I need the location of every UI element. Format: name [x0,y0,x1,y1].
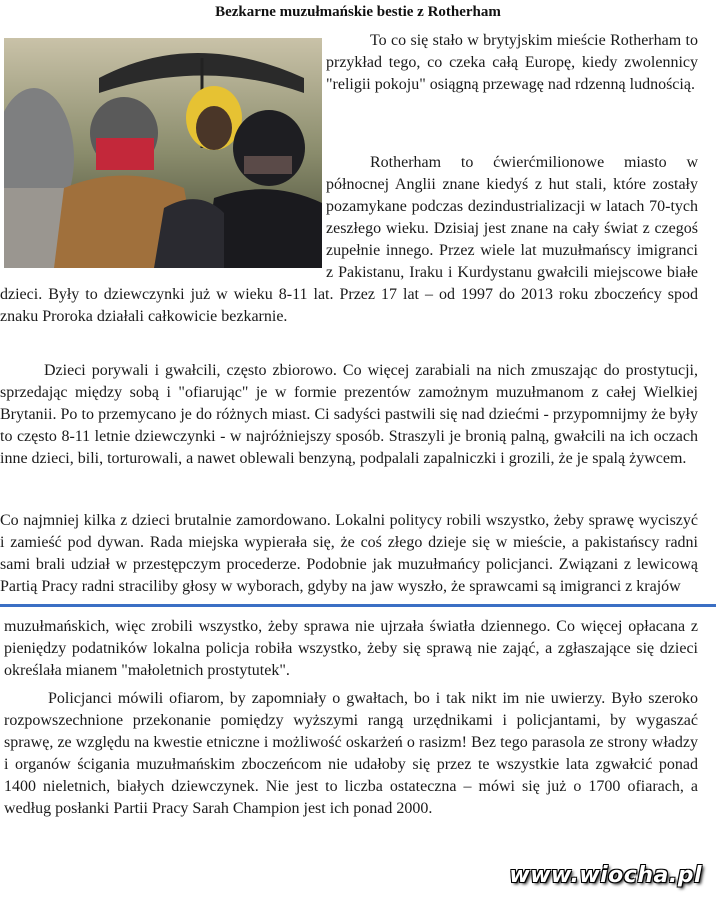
paragraph-3: Dzieci porywali i gwałcili, często zbiorowo. Co więcej zarabiali na nich zmuszając do prostytucji, sprzedając między sobą i "ofiarując" je w formie prezentów zamożnym muzułmanom z całej Wielkiej Brytanii. Po to przemycano je do różnych miast. Ci sadyści pastwili się nad dziećmi - przypomnijmy że były to często 8-11 letnie dziewczynki - w najróżniejszy sposób. Straszyli je bronią palną, gwałcili na ich oczach inne dzieci, bili, torturowali, a nawet oblewali benzyną, podpalali zapalniczki i grozili, że je spalą żywcem. [0,362,698,467]
blue-divider-line [0,604,716,607]
paragraph-4: Co najmniej kilka z dzieci brutalnie zamordowano. Lokalni politycy robili wszystko, żeby sprawę wyciszyć i zamieść pod dywan. Rada miejska wypierała się, że coś złego dzieje się w mieście, a pakistańscy radni sami brali udział w przestępczym procederze. Podobnie jak muzułmańcy policjanci. Związani z lewicową Partią Pracy radni straciliby głosy w wyborach, gdyby na jaw wyszło, że sprawcami są imigranci z krajów [0,512,698,595]
paragraph-4-continued: muzułmańskich, więc zrobili wszystko, żeby sprawa nie ujrzała światła dziennego. Co więcej opłacana z pieniędzy podatników lokalna policja robiła wszystko, żeby się sprawą nie zająć, a zgłaszające się dzieci określała mianem "małoletnich prostytutek". [4,618,698,679]
paragraph-2 [0,152,698,328]
paragraph-5: Policjanci mówili ofiarom, by zapomniały o gwałtach, bo i tak nikt im nie uwierzy. Było szeroko rozpowszechnione przekonanie pomiędzy wyższymi rangą urzędnikami i policjantami, by wygaszać sprawę, ze względu na kwestie etniczne i możliwość oskarżeń o rasizm! Bez tego parasola ze strony władzy i organów ścigania muzułmańskim zboczeńcom nie udałoby się przez te wszystkie lata zgwałcić ponad 1400 nieletnich, białych dziewczynek. Nie jest to liczba ostateczna – mówi się już o 1700 ofiarach, a według posłanki Partii Pracy Sarah Champion jest ich ponad 2000. [4,690,698,817]
paragraph-2-text: Rotherham to ćwierćmilionowe miasto w północnej Anglii znane kiedyś z hut stali, które zostały pozamykane podczas dezindustrializacji w latach 70-tych zeszłego wieku. Dzisiaj jest znane na cały świat z czegoś zupełnie innego. Przez wiele lat muzułmańscy imigranci z Pakistanu, Iraku i Kurdystanu gwałcili miejscowe białe dzieci. Były to dziewczynki już w wieku 8-11 lat. Przez 17 lat – od 1997 do 2013 roku zboczeńcy spod znaku Proroka działali całkowicie bezkarnie. [0,154,698,325]
intro-paragraph: To co się stało w brytyjskim mieście Rotherham to przykład tego, co czeka całą Europę, kiedy zwolennicy "religii pokoju" osiągną przewagę nad rdzenną ludnością. [326,32,698,93]
site-watermark: www.wiocha.pl [509,863,702,888]
article-title: Bezkarne muzułmańskie bestie z Rotherham [215,4,501,20]
image-wrap-spacer [0,152,326,270]
